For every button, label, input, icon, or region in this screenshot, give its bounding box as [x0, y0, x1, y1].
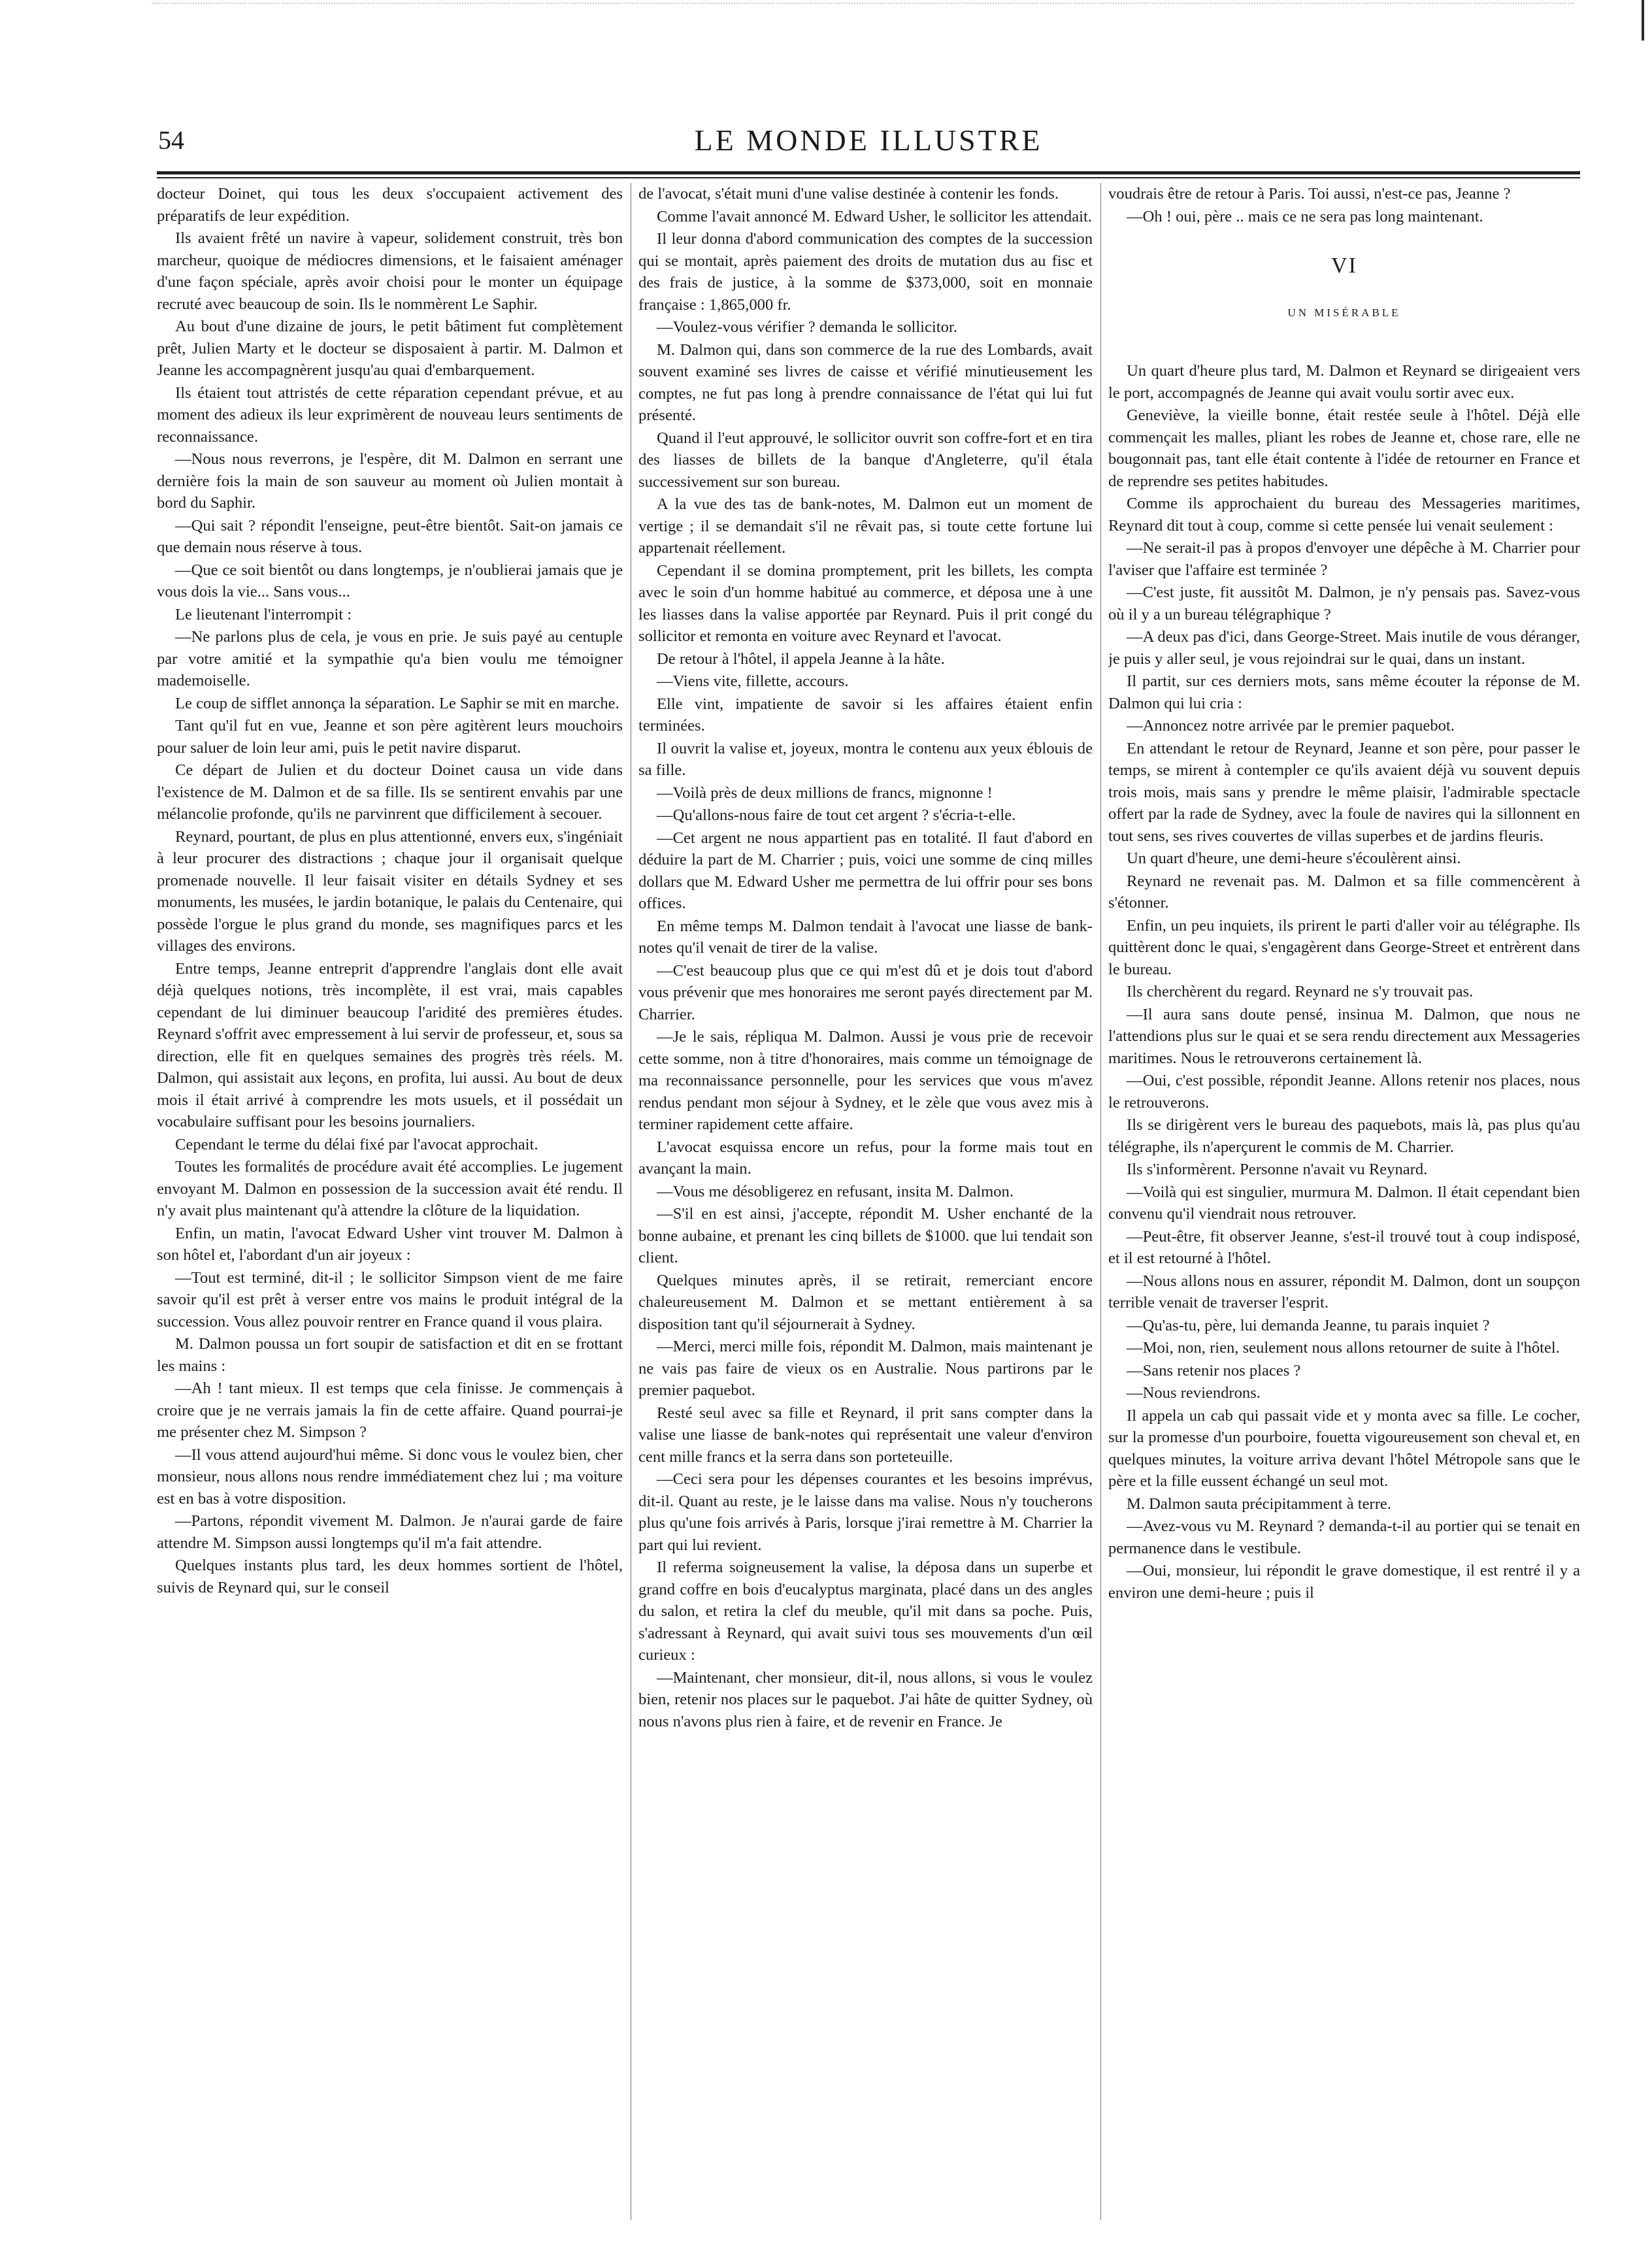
article-paragraph: —Je le sais, répliqua M. Dalmon. Aussi je vous prie de recevoir cette somme, non à titre d'honoraires, mais comme un témoignage de ma reconnaissance personnelle, pour les services que vous m'avez rendus pendant mon séjour à Sydney, et le zèle que vous avez mis à terminer rapidement cette affaire. [638, 1028, 1093, 1133]
article-paragraph: de l'avocat, s'était muni d'une valise destinée à contenir les fonds. [638, 185, 1059, 203]
article-paragraph: —Vous me désobligerez en refusant, insita M. Dalmon. [657, 1182, 1014, 1200]
column-3-intro [1108, 183, 1580, 227]
article-paragraph: Il ouvrit la valise et, joyeux, montra le contenu aux yeux éblouis de sa fille. [638, 739, 1093, 779]
article-paragraph: L'avocat esquissa encore un refus, pour la forme mais tout en avançant la main. [638, 1138, 1093, 1178]
article-paragraph: —Merci, merci mille fois, répondit M. Dalmon, mais maintenant je ne vais pas faire de vieux os en Australie. Nous partirons par le premier paquebot. [638, 1338, 1093, 1399]
article-paragraph: Le coup de sifflet annonça la séparation. Le Saphir se mit en marche. [175, 694, 620, 712]
article-paragraph: —Cet argent ne nous appartient pas en totalité. Il faut d'abord en déduire la part de M. Charrier ; puis, voici une somme de cinq milles dollars que M. Edward Usher me permettra de lui offrir pour ses bons offices. [638, 829, 1093, 912]
binding-mark [1642, 0, 1644, 41]
article-paragraph: Geneviève, la vieille bonne, était restée seule à l'hôtel. Déjà elle commençait les malles, pliant les robes de Jeanne et, chose rare, elle ne bougonnait pas, tant elle était contente à l'idée de retourner en France et de reprendre ses petites habitudes. [1108, 406, 1580, 490]
article-paragraph: —Qu'allons-nous faire de tout cet argent ? s'écria-t-elle. [657, 806, 1016, 824]
article-paragraph: —Oui, monsieur, lui répondit le grave domestique, il est rentré il y a environ une demi-heure ; puis il [1108, 1562, 1580, 1602]
article-paragraph: M. Dalmon sauta précipitamment à terre. [1127, 1495, 1391, 1513]
article-paragraph: —Oh ! oui, père .. mais ce ne sera pas long maintenant. [1127, 207, 1483, 225]
page-number: 54 [158, 125, 184, 155]
masthead-title: LE MONDE ILLUSTRE [694, 124, 1043, 157]
article-paragraph: —C'est juste, fit aussitôt M. Dalmon, je n'y pensais pas. Savez-vous où il y a un bureau télégraphique ? [1108, 584, 1580, 623]
article-paragraph: Ils se dirigèrent vers le bureau des paquebots, mais là, pas plus qu'au télégraphe, ils n'aperçurent le commis de M. Charrier. [1108, 1116, 1580, 1156]
article-paragraph: Il partit, sur ces derniers mots, sans même écouter la réponse de M. Dalmon qui lui cria : [1108, 672, 1580, 712]
article-paragraph: M. Dalmon qui, dans son commerce de la rue des Lombards, avait souvent examiné ses livres de caisse et vérifié minutieusement les comptes, ne fut pas long à prendre connaissance de l'état qui lui fut présenté. [638, 340, 1093, 424]
article-paragraph: De retour à l'hôtel, il appela Jeanne à la hâte. [657, 650, 945, 668]
article-paragraph: Ils étaient tout attristés de cette réparation cependant prévue, et au moment des adieux ils leur exprimèrent de nouveau leurs sentiments de reconnaissance. [157, 384, 623, 446]
article-paragraph: Reynard, pourtant, de plus en plus attentionné, envers eux, s'ingéniait à leur procurer des distractions ; chaque jour il organisait quelque promenade nouvelle. Il leur faisait visiter en détails Sydney et ses monuments, les musées, le jardin botanique, le palais du Centenaire, qui possède l'orgue le plus grand du monde, ses magnifiques parcs et les villages des environs. [157, 827, 623, 955]
chapter-number: VI [1331, 254, 1357, 278]
article-paragraph: Ce départ de Julien et du docteur Doinet causa un vide dans l'existence de M. Dalmon et de sa fille. Ils se sentirent envahis par une mélancolie profonde, qu'ils ne parvinrent que difficilement à secouer. [157, 761, 623, 823]
article-paragraph: —Il aura sans doute pensé, insinua M. Dalmon, que nous ne l'attendions plus sur le quai et se sera rendu directement aux Messageries maritimes. Nous le retrouverons certainement là. [1108, 1005, 1580, 1067]
article-paragraph: Cependant il se domina promptement, prit les billets, les compta avec le soin d'un homme habitué au commerce, et déposa une à une les liasses dans la valise apportée par Reynard. Puis il prit congé du sollicitor et remonta en voiture avec Reynard et l'avocat. [638, 561, 1093, 645]
article-paragraph: Enfin, un peu inquiets, ils prirent le parti d'aller voir au télégraphe. Ils quittèrent donc le quai, s'engagèrent dans George-Street et entrèrent dans le bureau. [1108, 916, 1580, 978]
header-rule-thick [157, 171, 1580, 174]
article-paragraph: —Maintenant, cher monsieur, dit-il, nous allons, si vous le voulez bien, retenir nos places sur le paquebot. J'ai hâte de quitter Sydney, où nous n'avons plus rien à faire, et de revenir en France. Je [638, 1668, 1093, 1730]
article-paragraph: —Ne parlons plus de cela, je vous en prie. Je suis payé au centuple par votre amitié et la sympathie qu'a bien voulu me témoigner mademoiselle. [157, 628, 623, 689]
article-paragraph: —Partons, répondit vivement M. Dalmon. Je n'aurai garde de faire attendre M. Simpson aussi longtemps qu'il m'a fait attendre. [157, 1512, 623, 1552]
article-paragraph: —Avez-vous vu M. Reynard ? demanda-t-il au portier qui se tenait en permanence dans le vestibule. [1108, 1517, 1580, 1557]
article-paragraph: Un quart d'heure, une demi-heure s'écoulèrent ainsi. [1127, 850, 1461, 867]
article-paragraph: Resté seul avec sa fille et Reynard, il prit sans compter dans la valise une liasse de bank-notes qui représentait une valeur d'environ cent mille francs et la serra dans son porteteuille. [638, 1404, 1093, 1466]
article-paragraph: En attendant le retour de Reynard, Jeanne et son père, pour passer le temps, se mirent à contempler ce qu'ils avaient déjà vu souvent depuis trois mois, mais sans y prendre le même plaisir, l'admirable spectacle offert par la rade de Sydney, avec la foule de navires qui la sillonnent en tout sens, ses rives couvertes de villas superbes et de jardins fleuris. [1108, 739, 1580, 845]
article-paragraph: —Qu'as-tu, père, lui demanda Jeanne, tu parais inquiet ? [1127, 1316, 1490, 1334]
page-header [157, 123, 1580, 158]
article-paragraph: —Qui sait ? répondit l'enseigne, peut-être bientôt. Sait-on jamais ce que demain nous réserve à tous. [157, 516, 623, 556]
article-paragraph: Ils avaient frêté un navire à vapeur, solidement construit, très bon marcheur, quoique de médiocres dimensions, et le faisaient aménager d'une façon spéciale, après avoir choisi pour le monter un équipage recruté avec beaucoup de soin. Ils le nommèrent Le Saphir. [157, 229, 623, 313]
article-paragraph: —Nous reviendrons. [1127, 1384, 1261, 1402]
article-paragraph: Le lieutenant l'interrompit : [175, 605, 352, 623]
article-paragraph: docteur Doinet, qui tous les deux s'occupaient activement des préparatifs de leur expédition. [157, 185, 623, 225]
column-3-body [1108, 360, 1580, 1604]
column-2 [638, 183, 1093, 2226]
article-paragraph: Comme ils approchaient du bureau des Messageries maritimes, Reynard dit tout à coup, comme si cette pensée lui venait seulement : [1108, 495, 1580, 535]
article-paragraph: Il appela un cab qui passait vide et y monta avec sa fille. Le cocher, sur la promesse d'un pourboire, fouetta vigoureusement son cheval et, en quelques minutes, la voiture arriva devant l'hôtel Métropole sans que le père et la fille eussent échangé un seul mot. [1108, 1406, 1580, 1490]
top-edge-noise [152, 3, 1574, 8]
article-paragraph: —Annoncez notre arrivée par le premier paquebot. [1127, 717, 1455, 735]
article-paragraph: —Ah ! tant mieux. Il est temps que cela finisse. Je commençais à croire que je ne verrais jamais la fin de cette affaire. Quand pourrai-je me présenter chez M. Simpson ? [157, 1379, 623, 1441]
article-paragraph: —Voulez-vous vérifier ? demanda le sollicitor. [657, 318, 957, 336]
article-paragraph: —A deux pas d'ici, dans George-Street. Mais inutile de vous déranger, je puis y aller seul, je vous rejoindrai sur le quai, dans un instant. [1108, 628, 1580, 668]
article-paragraph: —Tout est terminé, dit-il ; le sollicitor Simpson vient de me faire savoir qu'il est prêt à verser entre vos mains le produit intégral de la succession. Vous allez pouvoir rentrer en France quand il vous plaira. [157, 1268, 623, 1330]
article-paragraph: Toutes les formalités de procédure avait été accomplies. Le jugement envoyant M. Dalmon en possession de la succession avait été rendu. Il n'y avait plus maintenant qu'à attendre la clôture de la liquidation. [157, 1158, 623, 1219]
article-paragraph: Un quart d'heure plus tard, M. Dalmon et Reynard se dirigeaient vers le port, accompagnés de Jeanne qui avait voulu sortir avec eux. [1108, 362, 1580, 402]
article-paragraph: Elle vint, impatiente de savoir si les affaires étaient enfin terminées. [638, 695, 1093, 735]
article-paragraph: —Sans retenir nos places ? [1127, 1361, 1301, 1379]
article-paragraph: —Voilà qui est singulier, murmura M. Dalmon. Il était cependant bien convenu qu'il viendrait nous retrouver. [1108, 1183, 1580, 1223]
column-3 [1108, 183, 1580, 2226]
column-1 [157, 183, 623, 2226]
article-paragraph: —S'il en est ainsi, j'accepte, répondit M. Usher enchanté de la bonne aubaine, et prenant les cinq billets de $1000. que lui tendait son client. [638, 1205, 1093, 1266]
article-paragraph: Il leur donna d'abord communication des comptes de la succession qui se montait, après paiement des droits de mutation dus au fisc et des frais de justice, à la somme de $373,000, soit en monnaie française : 1,865,000 fr. [638, 230, 1093, 314]
article-paragraph: Comme l'avait annoncé M. Edward Usher, le sollicitor les attendait. [657, 207, 1092, 225]
article-paragraph: —Il vous attend aujourd'hui même. Si donc vous le voulez bien, cher monsieur, nous allons nous rendre immédiatement chez lui ; ma voiture est en bas à votre disposition. [157, 1445, 623, 1508]
article-paragraph: —Nous nous reverrons, je l'espère, dit M. Dalmon en serrant une dernière fois la main de son sauveur au moment où Julien montait à bord du Saphir. [157, 450, 623, 512]
article-paragraph: Entre temps, Jeanne entreprit d'apprendre l'anglais dont elle avait déjà quelques notions, très incomplète, il est vrai, mais capables cependant de lui diminuer beaucoup l'aridité des premières études. Reynard s'offrit avec empressement à lui servir de professeur, et, sous sa direction, elle fit en quelques semaines des progrès très réels. M. Dalmon, qui assistait aux leçons, en profita, lui aussi. Au bout de deux mois il était arrivé à comprendre les mots usuels, et il possédait un vocabulaire suffisant pour les besoins journaliers. [157, 959, 623, 1131]
article-paragraph: —C'est beaucoup plus que ce qui m'est dû et je dois tout d'abord vous prévenir que mes honoraires me seront payés directement par M. Charrier. [638, 961, 1093, 1023]
article-paragraph: Quelques instants plus tard, les deux hommes sortient de l'hôtel, suivis de Reynard qui, sur le conseil [157, 1557, 623, 1596]
chapter-title: UN MISÉRABLE [1287, 306, 1401, 319]
article-paragraph: Tant qu'il fut en vue, Jeanne et son père agitèrent leurs mouchoirs pour saluer de loin leur ami, puis le petit navire disparut. [157, 717, 623, 757]
article-paragraph: —Que ce soit bientôt ou dans longtemps, je n'oublierai jamais que je vous dois la vie... Sans vous... [157, 561, 623, 601]
article-paragraph: A la vue des tas de bank-notes, M. Dalmon eut un moment de vertige ; il se demandait s'il ne rêvait pas, si toute cette fortune lui appartenait réellement. [638, 495, 1093, 557]
article-paragraph: —Ne serait-il pas à propos d'envoyer une dépêche à M. Charrier pour l'aviser que l'affaire est terminée ? [1108, 539, 1580, 579]
article-paragraph: —Ceci sera pour les dépenses courantes et les besoins imprévus, dit-il. Quant au reste, je le laisse dans ma valise. Nous n'y toucherons plus qu'une fois arrivés à Paris, lorsque j'irai remettre à M. Charrier la part qui lui revient. [638, 1470, 1093, 1554]
article-paragraph: —Nous allons nous en assurer, répondit M. Dalmon, dont un soupçon terrible venait de traverser l'esprit. [1108, 1272, 1580, 1312]
article-paragraph: M. Dalmon poussa un fort soupir de satisfaction et dit en se frottant les mains : [157, 1335, 623, 1375]
article-paragraph: —Oui, c'est possible, répondit Jeanne. Allons retenir nos places, nous le retrouverons. [1108, 1072, 1580, 1112]
article-paragraph: Quand il l'eut approuvé, le sollicitor ouvrit son coffre-fort et en tira des liasses de billets de la banque d'Angleterre, qu'il étala successivement sur son bureau. [638, 429, 1093, 491]
article-paragraph: Reynard ne revenait pas. M. Dalmon et sa fille commencèrent à s'étonner. [1108, 872, 1580, 912]
article-paragraph: voudrais être de retour à Paris. Toi aussi, n'est-ce pas, Jeanne ? [1108, 185, 1511, 203]
article-paragraph: —Peut-être, fit observer Jeanne, s'est-il trouvé tout à coup indisposé, et il est retourné à l'hôtel. [1108, 1227, 1580, 1267]
header-rule-thin [157, 177, 1580, 178]
article-paragraph: En même temps M. Dalmon tendait à l'avocat une liasse de bank-notes qu'il venait de tirer de la valise. [638, 917, 1093, 957]
article-paragraph: Ils s'informèrent. Personne n'avait vu Reynard. [1127, 1161, 1428, 1178]
article-paragraph: Cependant le terme du délai fixé par l'avocat approchait. [175, 1135, 538, 1153]
article-paragraph: Au bout d'une dizaine de jours, le petit bâtiment fut complètement prêt, Julien Marty et le docteur se disposaient à partir. M. Dalmon et Jeanne les accompagnèrent jusqu'au quai d'embarquement. [157, 318, 623, 379]
article-paragraph: Il referma soigneusement la valise, la déposa dans un superbe et grand coffre en bois d'eucalyptus marginata, placé dans un des angles du salon, et retira la clef du meuble, qu'il mit dans sa poche. Puis, s'adressant à Reynard, qui avait suivi tous ses mouvements d'un œil curieux : [638, 1559, 1093, 1664]
column-divider [1100, 183, 1101, 2220]
article-paragraph: Ils cherchèrent du regard. Reynard ne s'y trouvait pas. [1127, 983, 1474, 1000]
article-paragraph: —Voilà près de deux millions de francs, mignonne ! [657, 784, 993, 802]
article-paragraph: Quelques minutes après, il se retirait, remerciant encore chaleureusement M. Dalmon et se mettant entièrement à sa disposition tant qu'il séjournerait à Sydney. [638, 1271, 1093, 1333]
article-paragraph: —Moi, non, rien, seulement nous allons retourner de suite à l'hôtel. [1127, 1339, 1560, 1357]
article-paragraph: —Viens vite, fillette, accours. [657, 672, 849, 690]
article-paragraph: Enfin, un matin, l'avocat Edward Usher vint trouver M. Dalmon à son hôtel et, l'abordant d'un air joyeux : [157, 1224, 623, 1264]
